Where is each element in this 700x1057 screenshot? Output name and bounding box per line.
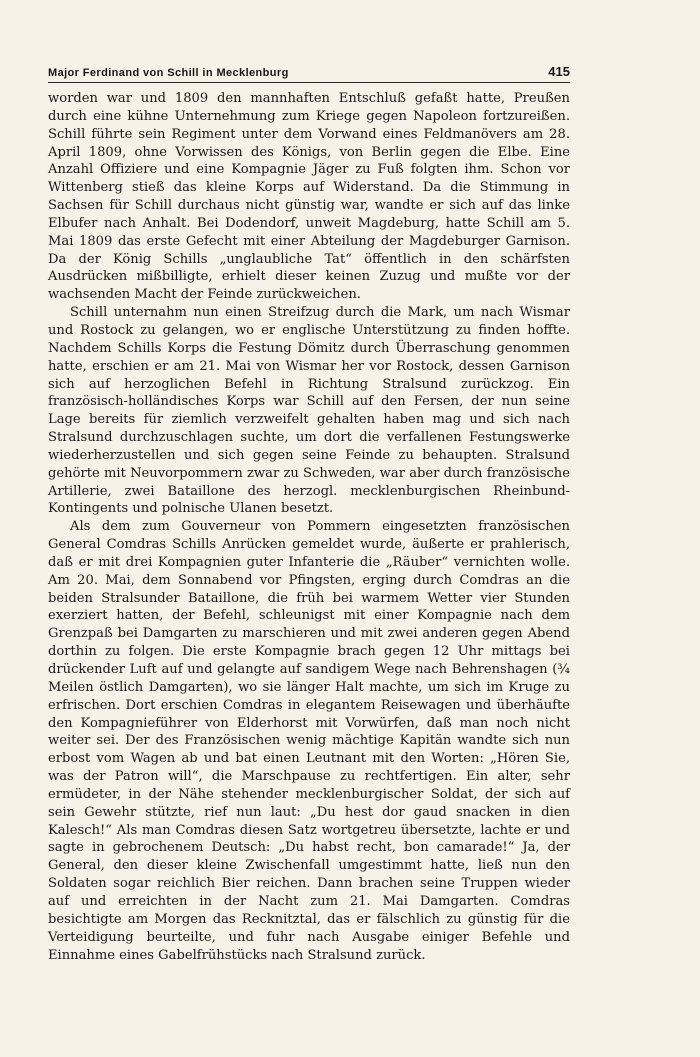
page-number: 415 bbox=[548, 64, 570, 79]
paragraph-schill-streifzug: Schill unternahm nun einen Streifzug durch die Mark, um nach Wismar und Rostock zu gelangen, wo er englische Unterstützung zu finden hoffte. Nachdem Schills Korps die Festung Dömitz durch Überraschung genommen hatte, erschien er am 21. Mai von Wismar her vor Rostock, dessen Garnison sich auf herzoglichen Befehl in Richtung Stralsund zurückzog. Ein französisch-holländisches Korps war Schill auf den Fersen, der nun seine Lage bereits für ziemlich verzweifelt gehalten haben mag und sich nach Stralsund durchzuschlagen suchte, um dort die verfallenen Festungswerke wiederherzustellen und sich gegen seine Feinde zu behaupten. Stralsund gehörte mit Neuvorpommern zwar zu Schweden, war aber durch französische Artillerie, zwei Bataillone des herzogl. mecklenburgischen Rheinbund-Kontingents und polnische Ulanen besetzt. bbox=[48, 305, 570, 517]
paragraph-continued: worden war und 1809 den mannhaften Entschluß gefaßt hatte, Preußen durch eine kühne Unternehmung zum Kriege gegen Napoleon fortzureißen. Schill führte sein Regiment unter dem Vorwand eines Feldmanövers am 28. April 1809, ohne Vorwissen des Königs, von Berlin gegen die Elbe. Eine Anzahl Offiziere und eine Kompagnie Jäger zu Fuß folgten ihm. Schon vor Wittenberg stieß das kleine Korps auf Widerstand. Da die Stimmung in Sachsen für Schill durchaus nicht günstig war, wandte er sich auf das linke Elbufer nach Anhalt. Bei Dodendorf, unweit Magdeburg, hatte Schill am 5. Mai 1809 das erste Gefecht mit einer Abteilung der Magdeburger Garnison. Da der König Schills „unglaubliche Tat“ öffentlich in den schärfsten Ausdrücken mißbilligte, erhielt dieser keinen Zuzug und mußte vor der wachsenden Macht der Feinde zurückweichen. bbox=[48, 91, 570, 303]
book-page bbox=[48, 64, 570, 964]
running-head: Major Ferdinand von Schill in Mecklenburg bbox=[48, 67, 289, 79]
paragraph-comdras: Als dem zum Gouverneur von Pommern eingesetzten französischen General Comdras Schills Anrücken gemeldet wurde, äußerte er prahlerisch, daß er mit drei Kompagnien guter Infanterie die „Räuber“ vernichten wolle. Am 20. Mai, dem Sonnabend vor Pfingsten, erging durch Comdras an die beiden Stralsunder Bataillone, die früh bei warmem Wetter vier Stunden exerziert hatten, der Befehl, schleunigst mit einer Kompagnie nach dem Grenzpaß bei Damgarten zu marschieren und mit zwei anderen gegen Abend dorthin zu folgen. Die erste Kompagnie brach gegen 12 Uhr mittags bei drückender Luft auf und gelangte auf sandigem Wege nach Behrenshagen (¾ Meilen östlich Damgarten), wo sie länger Halt machte, um sich im Kruge zu erfrischen. Dort erschien Comdras in elegantem Reisewagen und überhäufte den Kompagnieführer von Elderhorst mit Vorwürfen, daß man noch nicht weiter sei. Der des Französischen wenig mächtige Kapitän wandte sich nun erbost vom Wagen ab und bat einen Leutnant mit den Worten: „Hören Sie, was der Patron will“, die Marschpause zu rechtfertigen. Ein alter, sehr ermüdeter, in der Nähe stehender mecklenburgischer Soldat, der sich auf sein Gewehr stützte, rief nun laut: „Du hest dor gaud snacken in dien Kalesch!“ Als man Comdras diesen Satz wortgetreu übersetzte, lachte er und sagte in gebrochenem Deutsch: „Du habst recht, bon camarade!“ Ja, der General, den dieser kleine Zwischenfall umgestimmt hatte, ließ nun den Soldaten sogar reichlich Bier reichen. Dann brachen seine Truppen wieder auf und erreichten in der Nacht zum 21. Mai Damgarten. Comdras besichtigte am Morgen das Recknitztal, das er fälschlich zu günstig für die Verteidigung beurteilte, und fuhr nach Ausgabe einiger Befehle und Einnahme eines Gabelfrühstücks nach Stralsund zurück. bbox=[48, 519, 570, 963]
page-header bbox=[48, 64, 570, 83]
